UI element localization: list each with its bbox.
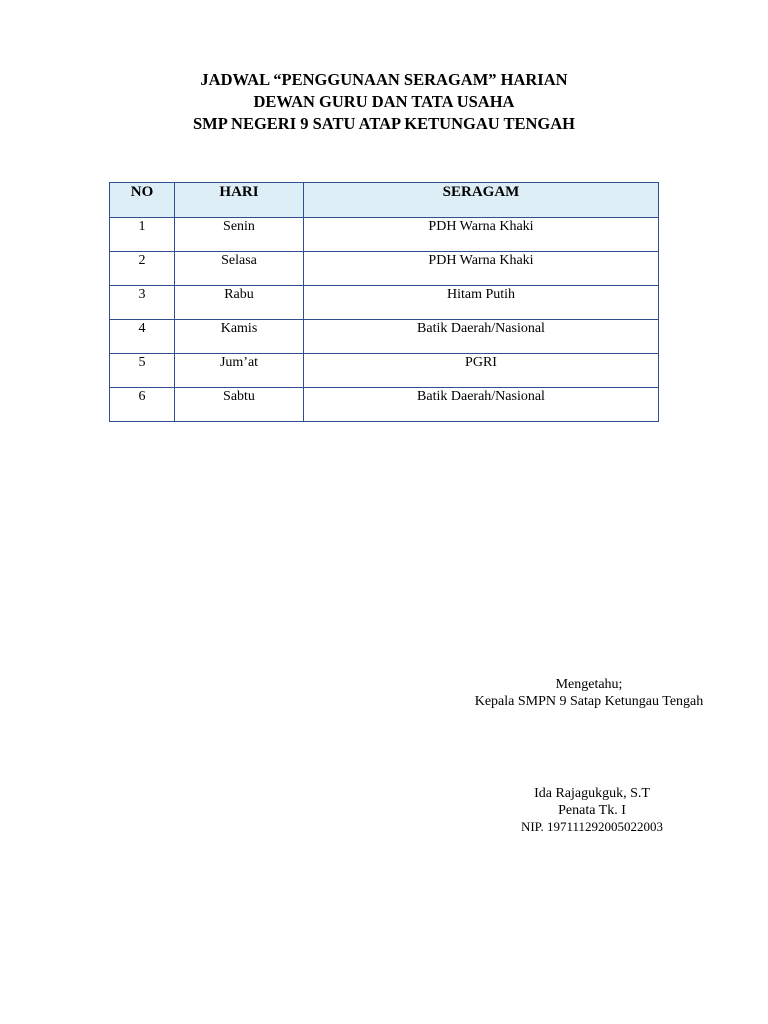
cell-hari: Rabu [175, 286, 304, 320]
uniform-schedule-table [109, 182, 659, 422]
cell-hari: Senin [175, 218, 304, 252]
table-row [110, 252, 659, 286]
signer-position: Kepala SMPN 9 Satap Ketungau Tengah [474, 694, 704, 709]
title-line-1: JADWAL “PENGGUNAAN SERAGAM” HARIAN [200, 70, 568, 89]
table-row [110, 286, 659, 320]
cell-seragam: PGRI [304, 354, 659, 388]
cell-no: 2 [110, 252, 175, 286]
cell-seragam: Batik Daerah/Nasional [304, 388, 659, 422]
cell-no: 3 [110, 286, 175, 320]
cell-no: 1 [110, 218, 175, 252]
acknowledgement-block [460, 676, 718, 710]
table-row [110, 388, 659, 422]
signer-rank: Penata Tk. I [558, 802, 626, 818]
table-row [110, 354, 659, 388]
cell-seragam: PDH Warna Khaki [304, 252, 659, 286]
cell-hari: Jum’at [175, 354, 304, 388]
header-seragam: SERAGAM [304, 183, 659, 218]
signer-block [492, 786, 692, 836]
cell-seragam: Batik Daerah/Nasional [304, 320, 659, 354]
cell-hari: Sabtu [175, 388, 304, 422]
signer-nip: NIP. 197111292005022003 [520, 819, 664, 834]
header-hari: HARI [175, 183, 304, 218]
cell-hari: Selasa [175, 252, 304, 286]
cell-no: 6 [110, 388, 175, 422]
table-row [110, 218, 659, 252]
document-title [0, 69, 768, 135]
signer-name: Ida Rajagukguk, S.T [534, 786, 650, 801]
cell-seragam: Hitam Putih [304, 286, 659, 320]
cell-no: 4 [110, 320, 175, 354]
title-line-3: SMP NEGERI 9 SATU ATAP KETUNGAU TENGAH [192, 114, 575, 133]
header-no: NO [110, 183, 175, 218]
cell-seragam: PDH Warna Khaki [304, 218, 659, 252]
table-row [110, 320, 659, 354]
acknowledge-text: Mengetahu; [555, 677, 623, 692]
cell-hari: Kamis [175, 320, 304, 354]
table-header-row [110, 183, 659, 218]
cell-no: 5 [110, 354, 175, 388]
title-line-2: DEWAN GURU DAN TATA USAHA [253, 92, 515, 111]
